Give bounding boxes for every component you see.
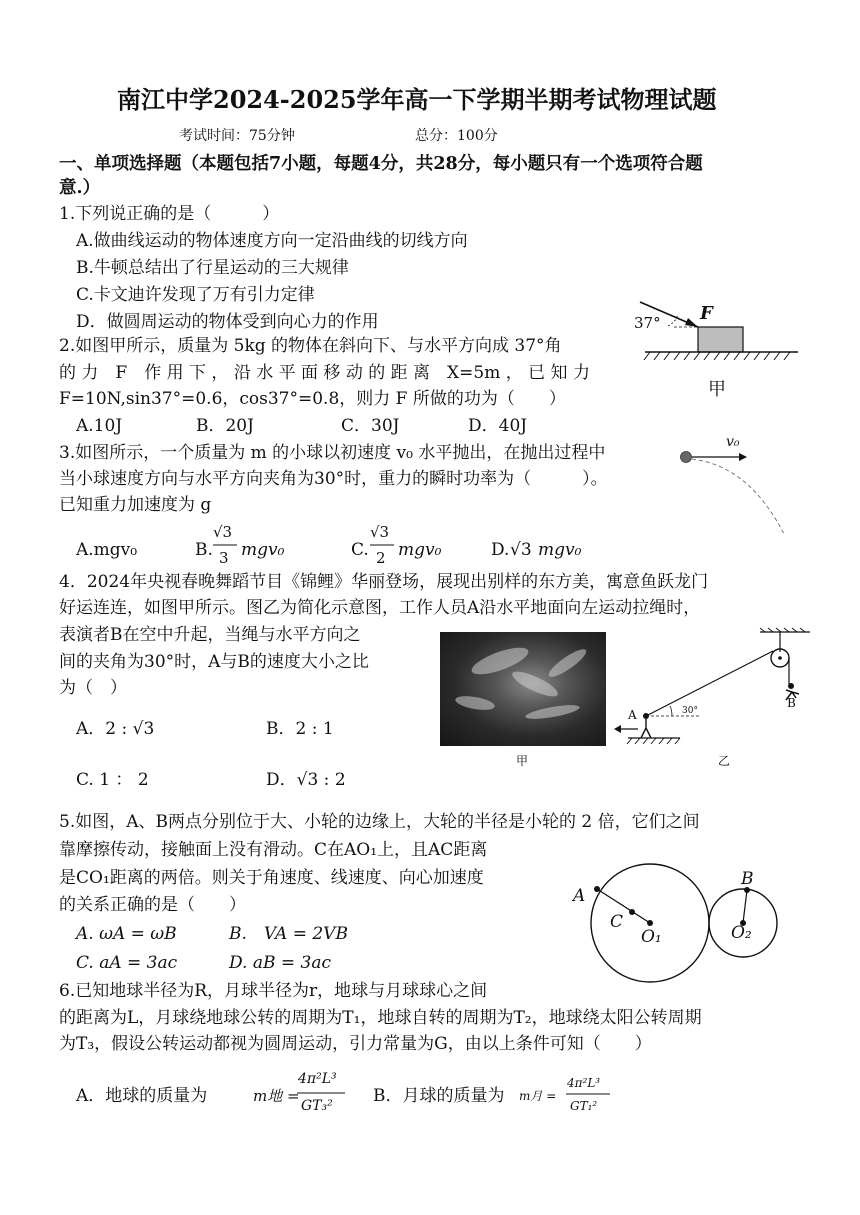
q6-option-a-lhs: m地 =: [253, 1087, 300, 1105]
q4-dance-photo: [440, 632, 606, 746]
q4-option-d: D．√3 : 2: [266, 770, 346, 790]
section-heading: 一、单项选择题（本题包括7小题，每题4分，共28分，每小题只有一个选项符合题: [59, 154, 703, 174]
q3-option-b-tail: mgv₀: [241, 540, 285, 560]
q4-caption-yi: 乙: [718, 754, 731, 768]
q4-label-a: A: [628, 708, 637, 722]
q2-line3: F=10N,sin37°=0.6，cos37°=0.8，则力 F 所做的功为（ ）: [59, 389, 566, 409]
ground-hatch: [644, 352, 790, 360]
point-a: [594, 886, 600, 892]
performer-b: [788, 683, 794, 689]
q1-stem: 1.下列说正确的是（ ）: [59, 204, 280, 224]
q5-label-o1: O₁: [641, 927, 662, 947]
trajectory: [692, 459, 785, 536]
q6-option-b-lhs: m月 =: [519, 1089, 557, 1103]
q2-option-b: B．20J: [196, 416, 254, 436]
q3-option-c-den: 2: [376, 549, 386, 567]
ball: [681, 452, 692, 463]
q4-line1: 4．2024年央视春晚舞蹈节目《锦鲤》华丽登场，展现出别样的东方美，寓意鱼跃龙门: [59, 572, 709, 592]
q6-option-a-num: 4π²L³: [298, 1071, 337, 1087]
q3-option-d-sqrt: √3: [510, 540, 532, 560]
q6-option-a-text: A．地球的质量为: [76, 1086, 208, 1106]
q2-force-label: F: [700, 303, 713, 324]
q4-option-a: A．2 : √3: [76, 719, 155, 739]
q4-line4: 间的夹角为30°时，A与B的速度大小之比: [59, 652, 369, 672]
q3-option-b-prefix: B.: [195, 540, 213, 560]
q5-option-a: A. ωA = ωB: [76, 924, 177, 944]
q4-label-b: B: [787, 696, 796, 710]
q6-option-b-den: GT₁²: [570, 1099, 598, 1113]
q3-line1: 3.如图所示，一个质量为 m 的小球以初速度 v₀ 水平抛出，在抛出过程中: [59, 443, 606, 463]
q2-caption: 甲: [708, 379, 726, 400]
q5-option-b: B. VA = 2VB: [229, 924, 348, 944]
q3-option-d-tail: mgv₀: [538, 540, 582, 560]
force-arrow-head: [685, 318, 698, 327]
point-c: [629, 909, 635, 915]
q5-option-c: C. aA = 3ac: [76, 953, 178, 973]
q2-line1: 2.如图甲所示，质量为 5kg 的物体在斜向下、与水平方向成 37°角: [59, 336, 562, 356]
q5-option-d: D. aB = 3ac: [229, 953, 331, 973]
q6-line1: 6.已知地球半径为R，月球半径为r，地球与月球球心之间: [59, 981, 488, 1001]
q2-line2: 的 力 F 作 用 下 ， 沿 水 平 面 移 动 的 距 离 X=5m ， 已 知 力: [59, 363, 590, 383]
q5-line2: 靠摩擦传动，接触面上没有滑动。C在AO₁上，且AC距离: [59, 840, 488, 860]
q3-line2: 当小球速度方向与水平方向夹角为30°时，重力的瞬时功率为（ ）。: [59, 469, 608, 489]
q3-option-b-den: 3: [219, 549, 229, 567]
block: [698, 327, 743, 352]
q4-option-b: B．2 : 1: [266, 719, 334, 739]
q2-angle-label: 37°: [634, 314, 661, 332]
q6-option-b-num: 4π²L³: [567, 1076, 601, 1090]
q3-option-c-num: √3: [370, 523, 390, 541]
page-title: 南江中学2024-2025学年高一下学期半期考试物理试题: [117, 85, 717, 114]
q3-option-d-prefix: D.: [491, 540, 510, 560]
q2-option-d: D．40J: [468, 416, 528, 436]
section-heading-cont: 意.）: [59, 178, 101, 198]
q2-option-c: C．30J: [341, 416, 400, 436]
q6-option-a-den: GT₃²: [301, 1098, 333, 1114]
q3-option-c-tail: mgv₀: [398, 540, 442, 560]
q2-option-a: A.10J: [76, 416, 123, 436]
q6-line3: 为T₃，假设公转运动都视为圆周运动，引力常量为G，由以上条件可知（ ）: [59, 1034, 652, 1054]
q4-line2: 好运连连，如图甲所示。图乙为简化示意图，工作人员A沿水平地面向左运动拉绳时，: [59, 598, 701, 618]
q1-option-c: C.卡文迪许发现了万有引力定律: [76, 285, 315, 305]
q3-v0-label: v₀: [726, 434, 740, 450]
q5-line4: 的关系正确的是（ ）: [59, 895, 246, 915]
q3-option-b-num: √3: [213, 523, 233, 541]
q6-line2: 的距离为L，月球绕地球公转的周期为T₁，地球自转的周期为T₂，地球绕太阳公转周期: [59, 1008, 702, 1028]
total-score: 总分：100分: [415, 128, 498, 144]
q5-line1: 5.如图，A、B两点分别位于大、小轮的边缘上，大轮的半径是小轮的 2 倍，它们之间: [59, 812, 700, 832]
q4-angle-label: 30°: [682, 706, 698, 716]
worker-a: [643, 713, 649, 719]
q4-pulley-diagram: [610, 628, 820, 748]
q4-caption-jia: 甲: [516, 754, 529, 768]
q1-option-d: D．做圆周运动的物体受到向心力的作用: [76, 312, 379, 332]
q4-option-c: C. 1 ： 2: [76, 770, 149, 790]
q5-label-c: C: [610, 912, 624, 932]
q3-option-c-prefix: C.: [351, 540, 369, 560]
q5-line3: 是CO₁距离的两倍。则关于角速度、线速度、向心加速度: [59, 868, 484, 888]
exam-time: 考试时间：75分钟: [179, 128, 295, 144]
rope: [646, 651, 773, 716]
q4-line5: 为（ ）: [59, 678, 127, 698]
q5-label-o2: O₂: [731, 923, 752, 943]
q3-option-a: A.mgv₀: [76, 540, 138, 560]
q6-option-b-text: B．月球的质量为: [373, 1086, 505, 1106]
q3-line3: 已知重力加速度为 g: [59, 495, 212, 515]
q4-line3: 表演者B在空中升起，当绳与水平方向之: [59, 625, 361, 645]
velocity-arrow-head: [739, 453, 747, 461]
q5-label-b: B: [741, 869, 754, 889]
q1-option-a: A.做曲线运动的物体速度方向一定沿曲线的切线方向: [76, 231, 468, 251]
q5-label-a: A: [573, 886, 586, 906]
q1-option-b: B.牛顿总结出了行星运动的三大规律: [76, 258, 349, 278]
